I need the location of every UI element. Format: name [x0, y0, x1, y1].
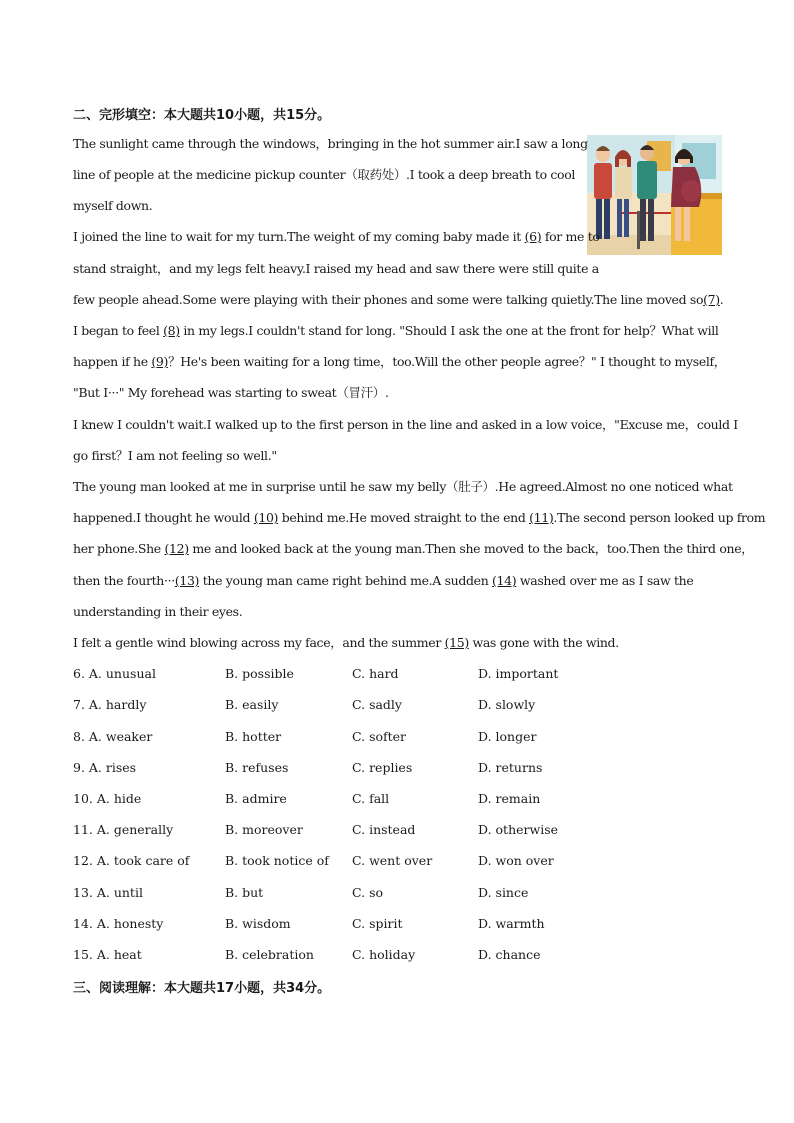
- option-d[interactable]: D. chance: [478, 947, 541, 962]
- question-8-options: [73, 729, 693, 745]
- passage-line: then the fourth···(13) the young man came right behind me.A sudden (14) washed over me as I saw the: [73, 573, 694, 588]
- option-d[interactable]: D. since: [478, 885, 529, 900]
- passage-line: line of people at the medicine pickup counter（取药处）.I took a deep breath to cool: [73, 167, 576, 182]
- option-d[interactable]: D. won over: [478, 853, 554, 868]
- passage-line: "But I···" My forehead was starting to sweat（冒汗）.: [73, 385, 389, 400]
- option-b[interactable]: B. but: [225, 885, 264, 900]
- blank-8: (8): [163, 323, 180, 338]
- option-c[interactable]: C. so: [352, 885, 384, 900]
- blank-13: (13): [174, 573, 200, 588]
- question-11-options: [73, 822, 693, 838]
- queue-illustration: [587, 135, 722, 255]
- option-b[interactable]: B. took notice of: [225, 853, 329, 868]
- option-d[interactable]: D. otherwise: [478, 822, 559, 837]
- section-2-title: 二、完形填空：本大题共10小题，共15分。: [73, 108, 331, 123]
- option-c[interactable]: C. holiday: [352, 947, 416, 962]
- option-a[interactable]: 10. A. hide: [73, 791, 142, 806]
- passage-line: The sunlight came through the windows，bringing in the hot summer air.I saw a long: [73, 136, 588, 151]
- option-c[interactable]: C. replies: [352, 760, 413, 775]
- passage-line: few people ahead.Some were playing with their phones and some were talking quietly.The line moved so(7).: [73, 292, 724, 307]
- option-b[interactable]: B. possible: [225, 666, 294, 681]
- option-d[interactable]: D. longer: [478, 729, 537, 744]
- option-b[interactable]: B. admire: [225, 791, 287, 806]
- passage-line: I began to feel (8) in my legs.I couldn't stand for long. "Should I ask the one at the front for help？What will: [73, 323, 719, 338]
- passage-line: understanding in their eyes.: [73, 604, 243, 619]
- option-a[interactable]: 6. A. unusual: [73, 666, 156, 681]
- option-d[interactable]: D. returns: [478, 760, 543, 775]
- passage-line: happened.I thought he would (10) behind me.He moved straight to the end (11).The second person looked up from: [73, 510, 766, 525]
- option-c[interactable]: C. softer: [352, 729, 407, 744]
- option-d[interactable]: D. slowly: [478, 697, 536, 712]
- option-c[interactable]: C. hard: [352, 666, 399, 681]
- option-d[interactable]: D. remain: [478, 791, 541, 806]
- blank-6: (6): [524, 229, 542, 244]
- option-a[interactable]: 11. A. generally: [73, 822, 174, 837]
- option-a[interactable]: 7. A. hardly: [73, 697, 147, 712]
- passage-line: her phone.She (12) me and looked back at the young man.Then she moved to the back，too.Then the third one，: [73, 541, 754, 556]
- question-13-options: [73, 885, 693, 901]
- question-10-options: [73, 791, 693, 807]
- question-12-options: [73, 853, 693, 869]
- passage-line: go first？I am not feeling so well.": [73, 448, 277, 463]
- blank-11: (11): [529, 510, 554, 525]
- question-14-options: [73, 916, 693, 932]
- blank-9: (9): [151, 354, 169, 369]
- passage-line: myself down.: [73, 198, 153, 213]
- option-a[interactable]: 15. A. heat: [73, 947, 142, 962]
- option-a[interactable]: 12. A. took care of: [73, 853, 190, 868]
- blank-7: (7): [703, 292, 720, 307]
- question-6-options: [73, 666, 693, 682]
- blank-12: (12): [164, 541, 189, 556]
- option-b[interactable]: B. hotter: [225, 729, 282, 744]
- option-a[interactable]: 8. A. weaker: [73, 729, 153, 744]
- blank-14: (14): [492, 573, 517, 588]
- option-a[interactable]: 13. A. until: [73, 885, 143, 900]
- question-9-options: [73, 760, 693, 776]
- option-b[interactable]: B. moreover: [225, 822, 303, 837]
- option-c[interactable]: C. sadly: [352, 697, 402, 712]
- question-15-options: [73, 947, 693, 963]
- blank-10: (10): [253, 510, 279, 525]
- option-b[interactable]: B. wisdom: [225, 916, 291, 931]
- option-d[interactable]: D. warmth: [478, 916, 545, 931]
- option-c[interactable]: C. instead: [352, 822, 416, 837]
- blank-15: (15): [444, 635, 469, 650]
- option-a[interactable]: 14. A. honesty: [73, 916, 164, 931]
- option-c[interactable]: C. went over: [352, 853, 433, 868]
- question-7-options: [73, 697, 693, 713]
- passage-line: The young man looked at me in surprise until he saw my belly（肚子）.He agreed.Almost no one noticed what: [73, 479, 733, 494]
- option-a[interactable]: 9. A. rises: [73, 760, 137, 775]
- option-b[interactable]: B. celebration: [225, 947, 314, 962]
- section-3-title: 三、阅读理解：本大题共17小题，共34分。: [73, 981, 331, 996]
- option-b[interactable]: B. easily: [225, 697, 279, 712]
- passage-line: I felt a gentle wind blowing across my face，and the summer (15) was gone with the wind.: [73, 635, 619, 650]
- passage-line: happen if he (9)？He's been waiting for a long time，too.Will the other people agree？" I thought to myself，: [73, 354, 726, 369]
- option-c[interactable]: C. fall: [352, 791, 390, 806]
- option-b[interactable]: B. refuses: [225, 760, 289, 775]
- passage-line: stand straight，and my legs felt heavy.I raised my head and saw there were still quite a: [73, 261, 599, 276]
- option-d[interactable]: D. important: [478, 666, 559, 681]
- passage-line: I joined the line to wait for my turn.The weight of my coming baby made it (6) for me to: [73, 229, 600, 244]
- option-c[interactable]: C. spirit: [352, 916, 403, 931]
- passage-line: I knew I couldn't wait.I walked up to the first person in the line and asked in a low voice，"Excuse me，could I: [73, 417, 738, 432]
